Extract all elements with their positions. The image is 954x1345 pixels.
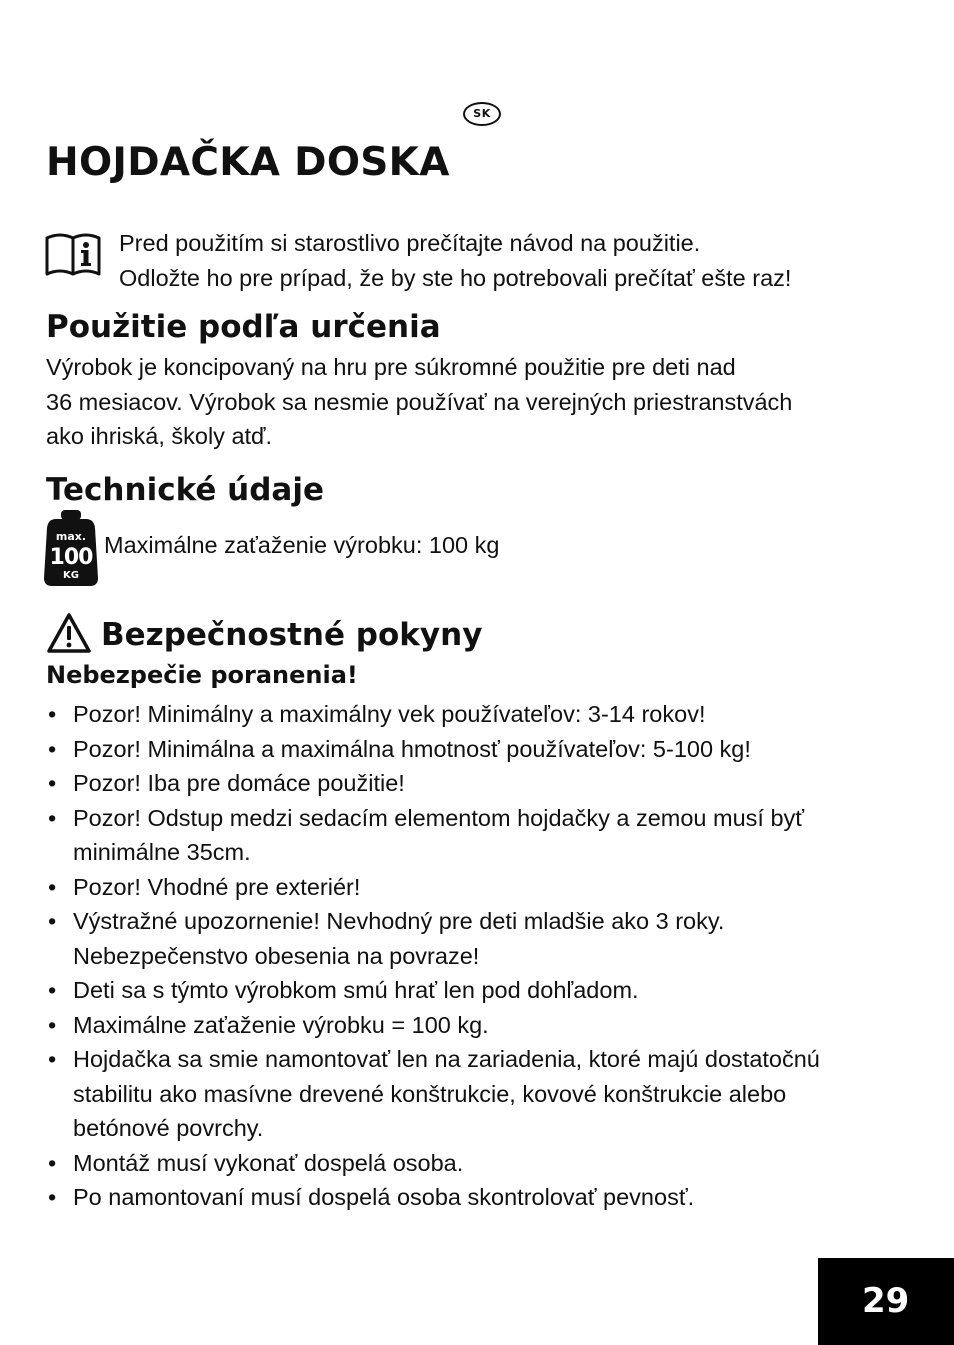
max-weight-top-label: max.: [55, 530, 87, 543]
list-item: • Pozor! Minimálna a maximálna hmotnosť používateľov: 5-100 kg!: [46, 732, 820, 767]
safety-list: [46, 697, 820, 1215]
intended-use-heading: Použitie podľa určenia: [46, 309, 441, 345]
max-load-label: Maximálne zaťaženie výrobku: 100 kg: [104, 532, 500, 558]
safety-heading: Bezpečnostné pokyny: [101, 617, 483, 653]
max-weight-icon: [44, 508, 98, 586]
paragraph-line: ako ihriská, školy atď.: [46, 423, 273, 449]
intended-use-text: [46, 350, 792, 454]
info-book-icon: [44, 230, 102, 278]
list-item: • Pozor! Iba pre domáce použitie!: [46, 766, 820, 801]
max-weight-value: 100: [49, 545, 93, 570]
page-title: HOJDAČKA DOSKA: [46, 140, 450, 185]
list-item: • Po namontovaní musí dospelá osoba skontrolovať pevnosť.: [46, 1180, 820, 1215]
list-item: • Pozor! Vhodné pre exteriér!: [46, 870, 820, 905]
page-number: 29: [862, 1281, 910, 1321]
list-item: • Maximálne zaťaženie výrobku = 100 kg.: [46, 1008, 820, 1043]
list-item: • Montáž musí vykonať dospelá osoba.: [46, 1146, 820, 1181]
intro-text: [119, 226, 791, 295]
list-item: • Deti sa s týmto výrobkom smú hrať len pod dohľadom.: [46, 973, 820, 1008]
warning-triangle-icon: [46, 612, 92, 654]
paragraph-line: Výrobok je koncipovaný na hru pre súkromné použitie pre deti nad: [46, 354, 736, 380]
max-weight-unit: KG: [63, 570, 79, 581]
technical-heading: Technické údaje: [46, 472, 325, 508]
list-item: • Pozor! Minimálny a maximálny vek používateľov: 3-14 rokov!: [46, 697, 820, 732]
list-item: • Výstražné upozornenie! Nevhodný pre deti mladšie ako 3 roky. Nebezpečenstvo obesenia na povraze!: [46, 904, 820, 973]
list-item: • Pozor! Odstup medzi sedacím elementom hojdačky a zemou musí byť minimálne 35cm.: [46, 801, 820, 870]
intro-line: Odložte ho pre prípad, že by ste ho potrebovali prečítať ešte raz!: [119, 264, 792, 291]
list-item: • Hojdačka sa smie namontovať len na zariadenia, ktoré majú dostatočnú stabilitu ako masívne drevené konštrukcie, kovové konštrukcie alebo betónové povrchy.: [46, 1042, 820, 1146]
language-badge: SK: [463, 102, 501, 126]
paragraph-line: 36 mesiacov. Výrobok sa nesmie používať na verejných priestranstvách: [46, 388, 793, 415]
page-number-box: [818, 1258, 954, 1345]
safety-subheading: Nebezpečie poranenia!: [46, 661, 358, 689]
intro-line: Pred použitím si starostlivo prečítajte návod na použitie.: [119, 230, 701, 256]
